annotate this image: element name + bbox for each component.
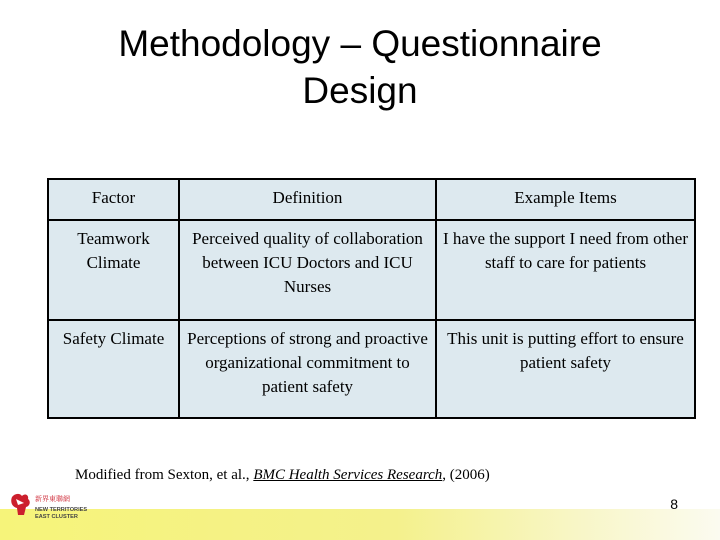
citation — [75, 465, 490, 485]
table-cell-definition: Perceptions of strong and proactive organizational commitment to patient safety — [179, 320, 436, 418]
table-cell-example: I have the support I need from other staff to care for patients — [436, 220, 695, 320]
table-cell-definition: Perceived quality of collaboration between ICU Doctors and ICU Nurses — [179, 220, 436, 320]
footer-bar — [0, 509, 720, 540]
table-row — [48, 220, 695, 320]
slide-title — [0, 20, 720, 114]
header-cell-definition: Definition — [179, 179, 436, 220]
table-cell-factor: Teamwork Climate — [48, 220, 179, 320]
slide-title-line-1: Methodology – Questionnaire — [118, 23, 602, 64]
citation-suffix: , (2006) — [442, 467, 490, 483]
table-cell-factor: Safety Climate — [48, 320, 179, 418]
table-row — [48, 320, 695, 418]
citation-journal: BMC Health Services Research — [253, 467, 443, 483]
logo-chinese-text: 新界東聯網 — [35, 495, 70, 503]
table-cell-example: This unit is putting effort to ensure patient safety — [436, 320, 695, 418]
logo-line-1: NEW TERRITORIES — [35, 507, 88, 513]
logo-line-2: EAST CLUSTER — [35, 514, 78, 520]
slide-title-line-2: Design — [302, 70, 418, 111]
cluster-logo — [8, 491, 90, 523]
cluster-logo-icon — [8, 491, 90, 523]
table-header-row — [48, 179, 695, 220]
page-number: 8 — [670, 496, 678, 512]
header-cell-example-items: Example Items — [436, 179, 695, 220]
citation-prefix: Modified from Sexton, et al., — [75, 467, 254, 483]
header-cell-factor: Factor — [48, 179, 179, 220]
factor-table — [47, 178, 696, 419]
